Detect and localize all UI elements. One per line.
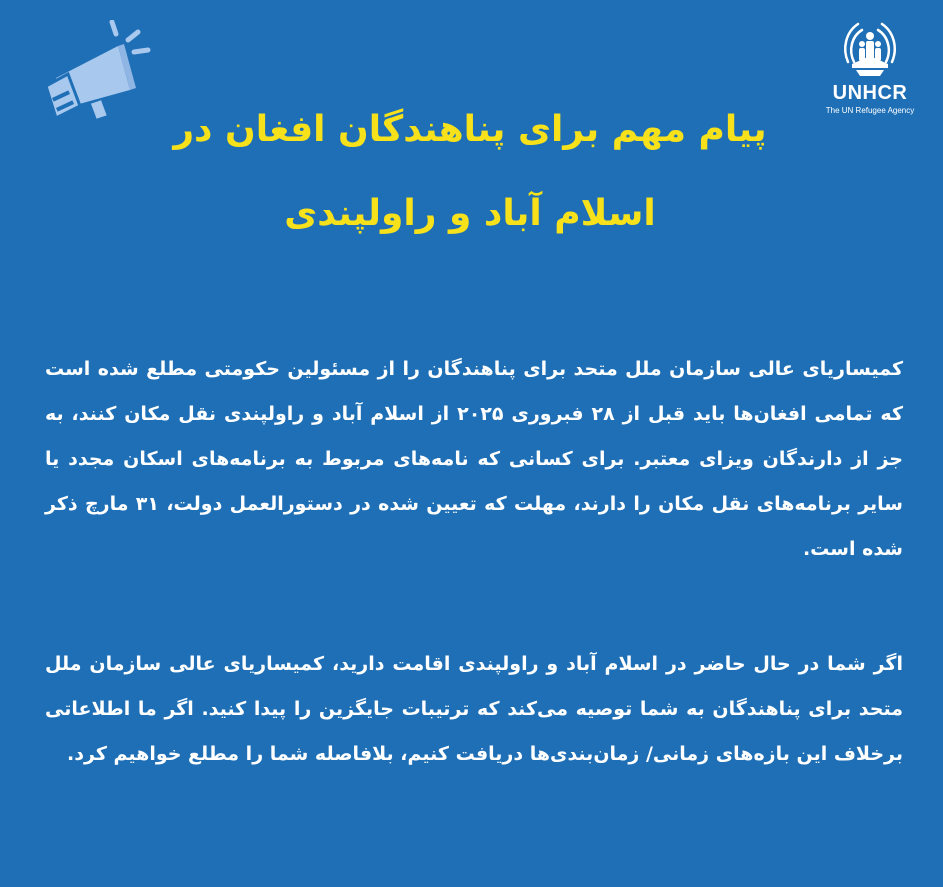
unhcr-emblem-icon <box>838 18 902 80</box>
megaphone-icon <box>38 20 168 130</box>
page-title <box>150 88 790 256</box>
logo-name: UNHCR <box>832 82 908 104</box>
title-line-2: اسلام آباد و راولپندی <box>284 193 656 234</box>
unhcr-logo <box>815 18 925 115</box>
body-paragraph-1: کمیساریای عالی سازمان ملل متحد برای پناهندگان را از مسئولین حکومتی مطلع شده است که تمامی افغان‌ها باید قبل از ۲۸ فبروری ۲۰۲۵ از اسلام آباد و راولپندی نقل مکان کنند، به جز از دارندگان ویزای معتبر. برای کسانی که نامه‌های مربوط به برنامه‌های اسکان مجدد یا سایر برنامه‌های نقل مکان را دارند، مهلت که تعیین شده در دستورالعمل دولت، ۳۱ مارچ ذکر شده است. <box>45 358 903 560</box>
logo-tagline: The UN Refugee Agency <box>825 106 915 115</box>
body-paragraph-2: اگر شما در حال حاضر در اسلام آباد و راولپندی اقامت دارید، کمیساریای عالی سازمان ملل متحد برای پناهندگان به شما توصیه می‌کند که ترتیبات جایگزین را پیدا کنید. اگر ما اطلاعاتی برخلاف این بازه‌های زمانی/ زمان‌بندی‌ها دریافت کنیم، بلافاصله شما را مطلع خواهیم کرد. <box>45 653 903 765</box>
title-line-1: پیام مهم برای پناهندگان افغان در <box>173 109 767 150</box>
